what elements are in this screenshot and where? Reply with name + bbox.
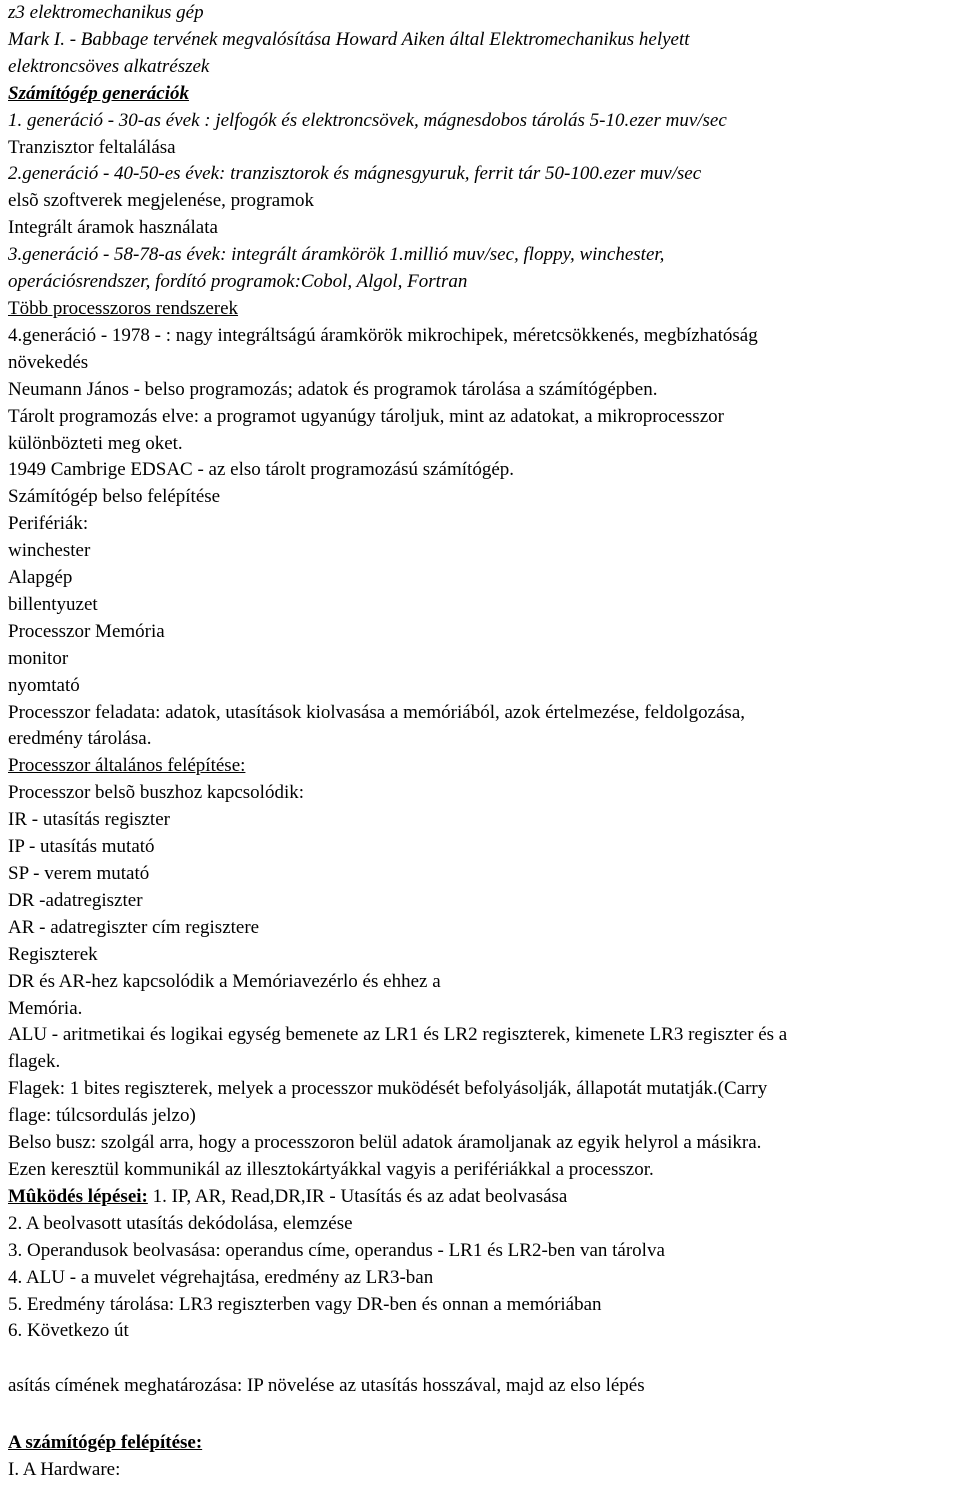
text-line: IR - utasítás regiszter xyxy=(8,809,170,831)
text-line: különbözteti meg oket. xyxy=(8,432,183,454)
text-line: 2.generáció - 40-50-es évek: tranzisztorok és mágnesgyuruk, ferrit tár 50-100.ezer muv/sec xyxy=(8,163,702,185)
text-line: Belso busz: szolgál arra, hogy a processzoron belül adatok áramoljanak az egyik helyrol a másikra. xyxy=(8,1132,762,1154)
text-line: 2. A beolvasott utasítás dekódolása, elemzése xyxy=(8,1212,353,1234)
text-line: billentyuzet xyxy=(8,593,98,615)
text-line: SP - verem mutató xyxy=(8,863,150,884)
text-line: elektroncsöves alkatrészek xyxy=(8,55,210,77)
text-line: eredmény tárolása. xyxy=(8,728,152,750)
steps-heading: Mûködés lépései: xyxy=(8,1185,148,1207)
text-line: Processzor feladata: adatok, utasítások kiolvasása a memóriából, azok értelmezése, feldolgozása, xyxy=(8,701,746,723)
text-line: Processzor belsõ buszhoz kapcsolódik: xyxy=(8,782,305,804)
text-line: I. A Hardware: xyxy=(8,1459,121,1481)
text-line: DR és AR-hez kapcsolódik a Memóriavezérlo és ehhez a xyxy=(8,970,441,992)
text-line: operációsrendszer, fordító programok:Cobol, Algol, Fortran xyxy=(8,271,468,293)
text-line: z3 elektromechanikus gép xyxy=(8,2,204,23)
text-line: AR - adatregiszter cím regisztere xyxy=(8,916,260,938)
text-line: Memória. xyxy=(8,997,83,1019)
text-line: winchester xyxy=(8,540,91,562)
text-line: Regiszterek xyxy=(8,943,98,965)
steps-first: 1. IP, AR, Read,DR,IR - Utasítás és az adat beolvasása xyxy=(147,1185,568,1207)
text-line: DR -adatregiszter xyxy=(8,889,143,911)
text-line: 3.generáció - 58-78-as évek: integrált áramkörök 1.millió muv/sec, floppy, winchester, xyxy=(8,244,665,266)
text-line: flagek. xyxy=(8,1051,61,1073)
text-line: Tranzisztor feltalálása xyxy=(8,136,176,158)
text-line: Mark I. - Babbage tervének megvalósítása Howard Aiken által Elektromechanikus helyett xyxy=(8,28,690,50)
text-line: IP - utasítás mutató xyxy=(8,836,155,858)
text-line: Integrált áramok használata xyxy=(8,217,218,239)
text-line: 1. generáció - 30-as évek : jelfogók és elektroncsövek, mágnesdobos tárolás 5-10.ezer muv/sec xyxy=(8,109,727,131)
text-line: 4. ALU - a muvelet végrehajtása, eredmény az LR3-ban xyxy=(8,1266,434,1288)
section-heading-processor: Processzor általános felépítése: xyxy=(8,755,246,777)
text-line: Flagek: 1 bites regiszterek, melyek a processzor muködését befolyásolják, állapotát mutatják.(Carry xyxy=(8,1078,768,1100)
text-line: 6. Következo út xyxy=(8,1320,129,1342)
section-heading-generations: Számítógép generációk xyxy=(8,82,190,104)
text-line: nyomtató xyxy=(8,674,80,696)
spacer xyxy=(8,1345,958,1373)
text-line: növekedés xyxy=(8,351,89,373)
section-heading-hardware: A számítógép felépítése: xyxy=(8,1432,203,1454)
text-line: elsõ szoftverek megjelenése, programok xyxy=(8,190,314,212)
steps-line xyxy=(8,1184,958,1211)
text-line: Neumann János - belso programozás; adatok és programok tárolása a számítógépben. xyxy=(8,378,658,400)
text-line: Perifériák: xyxy=(8,513,89,535)
text-line: Ezen keresztül kommunikál az illesztokártyákkal vagyis a perifériákkal a processzor. xyxy=(8,1158,654,1180)
text-line: Számítógép belso felépítése xyxy=(8,486,221,508)
spacer xyxy=(8,1400,958,1430)
text-line: monitor xyxy=(8,647,69,669)
document-body xyxy=(8,0,958,1484)
text-line: 1949 Cambrige EDSAC - az elso tárolt programozású számítógép. xyxy=(8,459,515,481)
text-line: ALU - aritmetikai és logikai egység bemenete az LR1 és LR2 regiszterek, kimenete LR3 regiszter és a xyxy=(8,1024,788,1046)
text-line: Több processzoros rendszerek xyxy=(8,297,239,319)
text-line: Processzor Memória xyxy=(8,620,165,642)
text-line: Tárolt programozás elve: a programot ugyanúgy tároljuk, mint az adatokat, a mikroprocesszor xyxy=(8,405,724,427)
text-line: 5. Eredmény tárolása: LR3 regiszterben vagy DR-ben és onnan a memóriában xyxy=(8,1293,602,1315)
text-line: flage: túlcsordulás jelzo) xyxy=(8,1105,196,1127)
text-line: asítás címének meghatározása: IP növelése az utasítás hosszával, majd az elso lépés xyxy=(8,1375,645,1397)
text-line: Alapgép xyxy=(8,567,73,589)
text-line: 3. Operandusok beolvasása: operandus címe, operandus - LR1 és LR2-ben van tárolva xyxy=(8,1239,665,1261)
text-line: 4.generáció - 1978 - : nagy integráltságú áramkörök mikrochipek, méretcsökkenés, megbízhatóság xyxy=(8,324,758,346)
